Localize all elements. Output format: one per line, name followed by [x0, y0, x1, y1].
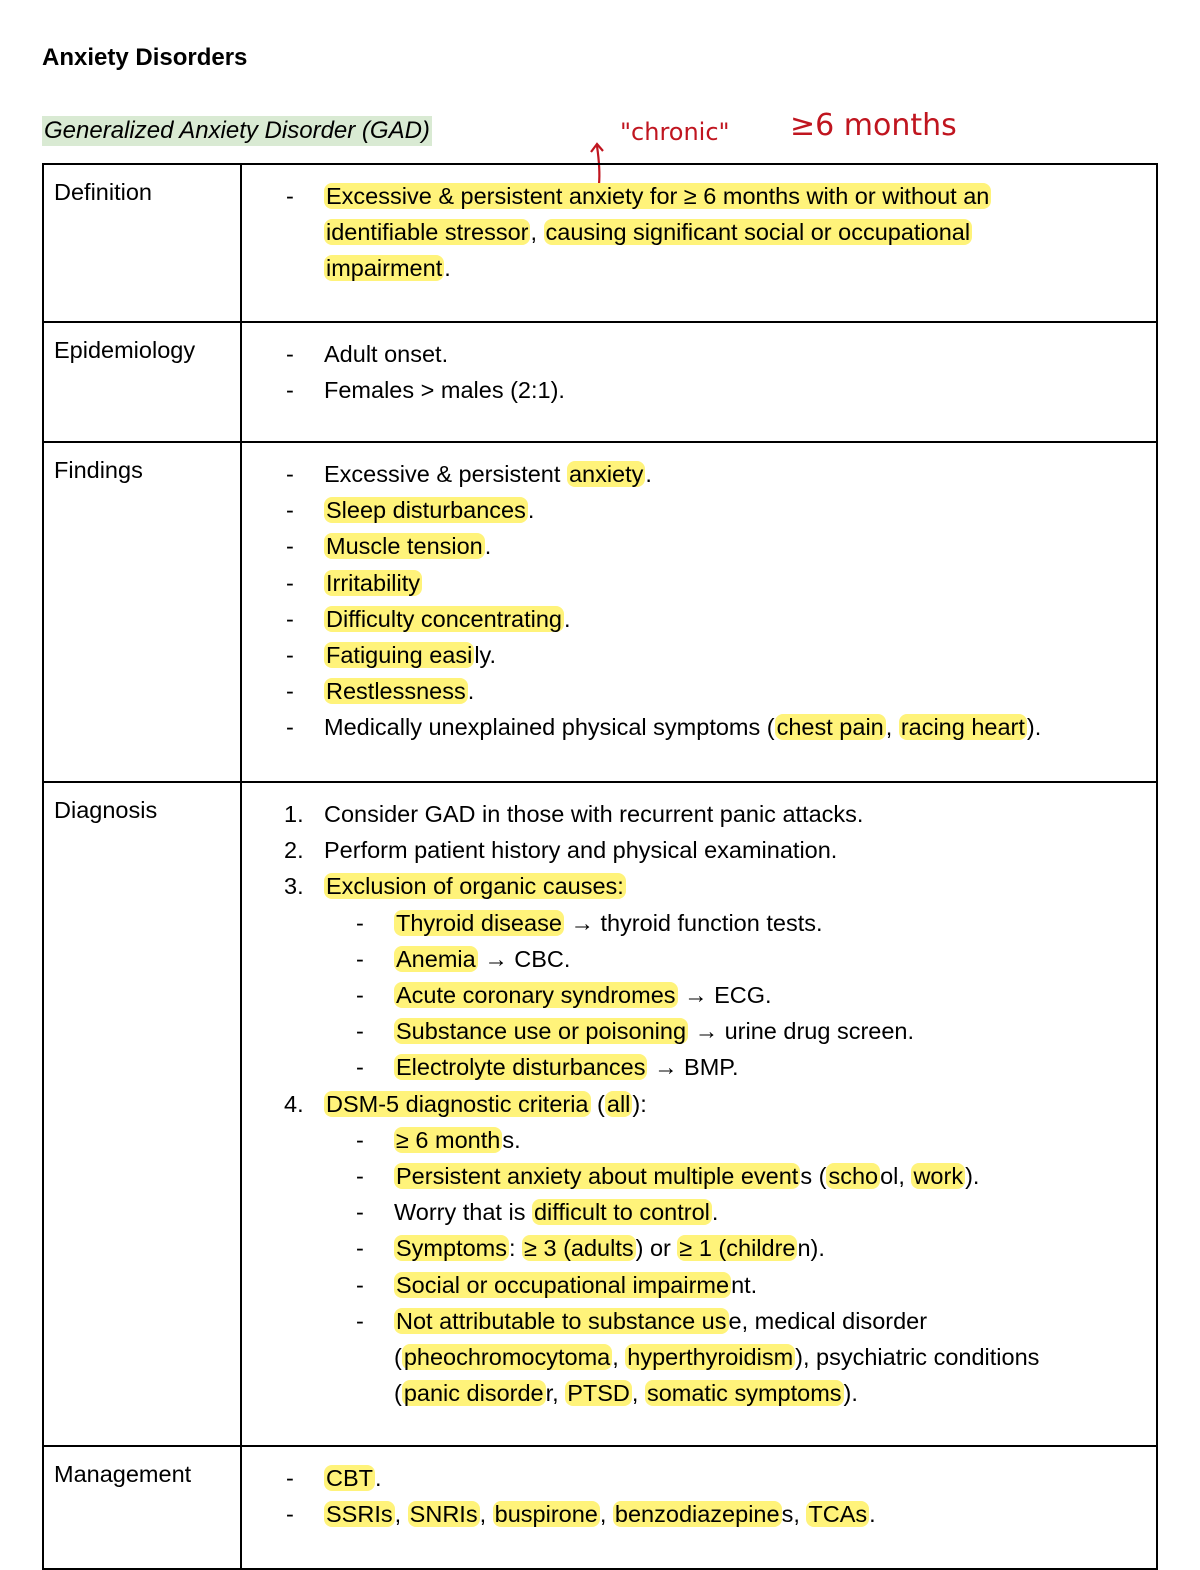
- row-label: Epidemiology: [43, 322, 241, 442]
- list-item: - Medically unexplained physical symptoms (chest pain, racing heart).: [286, 714, 1042, 741]
- sub-list-item: - Electrolyte disturbances → BMP.: [356, 1054, 739, 1081]
- row-label: Definition: [43, 164, 241, 322]
- sub-list-item: - Substance use or poisoning → urine drug screen.: [356, 1018, 915, 1045]
- list-item: - Difficulty concentrating.: [286, 605, 571, 632]
- sub-list-item: - Not attributable to substance use, medical disorder: [356, 1307, 928, 1334]
- sub-list-item-continued: (panic disorder, PTSD, somatic symptoms).: [394, 1380, 858, 1407]
- list-item: - Excessive & persistent anxiety for ≥ 6 months with or without an: [286, 183, 990, 209]
- sub-list-item: - ≥ 6 months.: [356, 1126, 521, 1153]
- sub-list-item: - Acute coronary syndromes → ECG.: [356, 982, 772, 1009]
- row-content: [241, 322, 1157, 442]
- sub-list-item: - Social or occupational impairment.: [356, 1271, 758, 1298]
- numbered-item: 1. Consider GAD in those with recurrent panic attacks.: [284, 801, 864, 827]
- row-label: Diagnosis: [43, 782, 241, 1446]
- list-item: - Females > males (2:1).: [286, 377, 565, 404]
- list-item: - Sleep disturbances.: [286, 497, 535, 524]
- list-item: - Adult onset.: [286, 341, 449, 367]
- numbered-item: 2. Perform patient history and physical examination.: [284, 837, 838, 864]
- list-item: - Excessive & persistent anxiety.: [286, 461, 652, 487]
- list-item: - SSRIs, SNRIs, buspirone, benzodiazepines, TCAs.: [286, 1501, 876, 1528]
- sub-list-item: - Anemia → CBC.: [356, 945, 571, 972]
- row-definition: [43, 164, 1157, 322]
- sub-list-item: - Worry that is difficult to control.: [356, 1199, 719, 1226]
- list-item: - Fatiguing easily.: [286, 642, 497, 669]
- list-item: - Irritability: [286, 569, 421, 596]
- row-content: [241, 442, 1157, 782]
- sub-list-item: - Symptoms: ≥ 3 (adults) or ≥ 1 (children).: [356, 1235, 825, 1262]
- row-management: [43, 1446, 1157, 1569]
- list-item: - Restlessness.: [286, 678, 475, 705]
- sub-list-item: - Thyroid disease → thyroid function tests.: [356, 909, 823, 936]
- list-item: - Muscle tension.: [286, 533, 492, 560]
- list-item-continued: identifiable stressor, causing significant social or occupational: [326, 219, 971, 246]
- row-findings: [43, 442, 1157, 782]
- handwritten-chronic-note: "chronic": [620, 118, 730, 146]
- row-content: [241, 1446, 1157, 1569]
- numbered-item: 4. DSM-5 diagnostic criteria (all):: [284, 1090, 647, 1117]
- row-content: [241, 164, 1157, 322]
- row-label: Management: [43, 1446, 241, 1569]
- sub-list-item: - Persistent anxiety about multiple events (school, work).: [356, 1163, 980, 1190]
- row-label: Findings: [43, 442, 241, 782]
- section-title: Generalized Anxiety Disorder (GAD): [44, 117, 430, 144]
- sub-list-item-continued: (pheochromocytoma, hyperthyroidism), psychiatric conditions: [394, 1344, 1040, 1371]
- list-item-continued: impairment.: [326, 255, 451, 282]
- gad-table: [42, 163, 1158, 1570]
- list-item: - CBT.: [286, 1465, 382, 1491]
- document-title: Anxiety Disorders: [42, 44, 248, 71]
- row-epidemiology: [43, 322, 1157, 442]
- row-content: [241, 782, 1157, 1446]
- row-diagnosis: [43, 782, 1157, 1446]
- numbered-item: 3. Exclusion of organic causes:: [284, 873, 624, 900]
- handwritten-months-note: ≥6 months: [790, 108, 957, 143]
